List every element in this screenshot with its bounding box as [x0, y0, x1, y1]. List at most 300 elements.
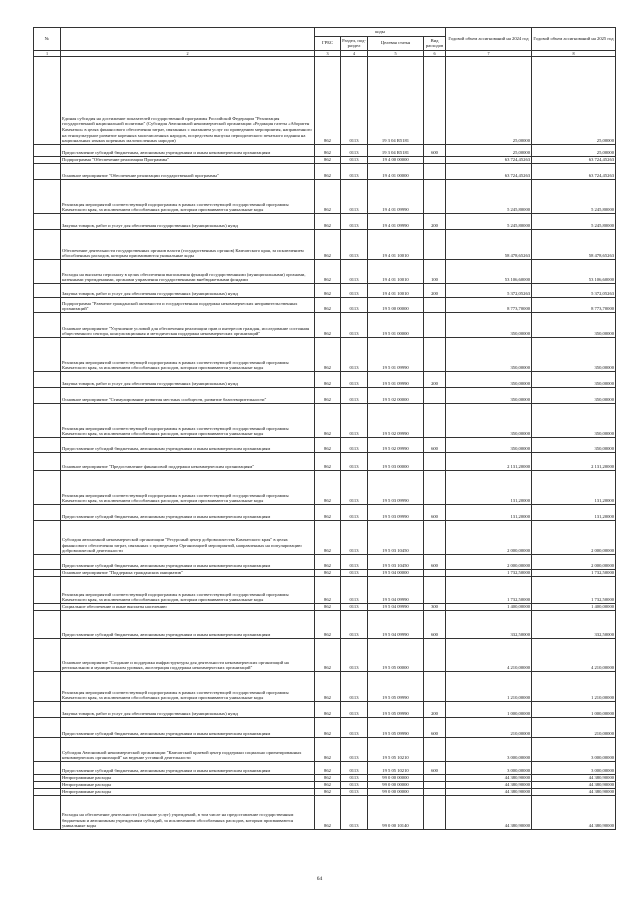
- row-vid: [424, 163, 446, 179]
- row-vid: [424, 56, 446, 144]
- row-num: [34, 788, 61, 795]
- row-amount-2025: 1 732,50000: [532, 576, 616, 603]
- row-amount-2024: 4 210,00000: [446, 638, 532, 671]
- row-name: Реализация мероприятий соответствующей подпрограммы в рамках соответствующей государственной программы Камчатского края, за исключением обособленных расходов, которым присваиваются уникальные коды: [61, 403, 315, 437]
- row-name: Обеспечение деятельности государственных органов власти (государственных органов) Камчатского края, за исключением обособленных расходов, которым присваиваются уникальные коды: [61, 229, 315, 259]
- row-target: 19 5 03 09990: [368, 504, 424, 520]
- header-grbs: ГРБС: [315, 36, 341, 50]
- row-target: 19 5 01 09990: [368, 371, 424, 387]
- table-row: [34, 717, 616, 737]
- row-grbs: 862: [315, 337, 341, 371]
- row-name: Закупка товаров, работ и услуг для обеспечения государственных (муниципальных) нужд: [61, 283, 315, 297]
- row-target: 99 0 00 00000: [368, 781, 424, 788]
- row-amount-2024: 63 724,45263: [446, 163, 532, 179]
- row-amount-2025: 350,00000: [532, 437, 616, 452]
- row-target: 19 4 00 00000: [368, 156, 424, 163]
- row-num: [34, 576, 61, 603]
- row-grbs: 862: [315, 569, 341, 576]
- row-name: Непрограммные расходы: [61, 781, 315, 788]
- row-amount-2025: 210,00000: [532, 717, 616, 737]
- row-amount-2025: 1 000,00000: [532, 701, 616, 717]
- row-grbs: 862: [315, 774, 341, 781]
- table-row: [34, 387, 616, 403]
- row-target: 19 5 00 00000: [368, 297, 424, 312]
- row-name: Реализация мероприятий соответствующей подпрограммы в рамках соответствующей государственной программы Камчатского края, за исключением обособленных расходов, которым присваиваются уникальные коды: [61, 470, 315, 504]
- row-razdel: 0113: [341, 312, 368, 337]
- row-razdel: 0113: [341, 717, 368, 737]
- row-vid: [424, 737, 446, 761]
- row-target: 99 0 00 00000: [368, 788, 424, 795]
- row-num: [34, 437, 61, 452]
- row-name: Предоставление субсидий бюджетным, автономным учреждениям и иным некоммерческим организациям: [61, 144, 315, 156]
- row-vid: [424, 774, 446, 781]
- row-vid: [424, 337, 446, 371]
- row-amount-2024: 3 000,00000: [446, 761, 532, 774]
- row-razdel: 0113: [341, 569, 368, 576]
- row-razdel: 0113: [341, 337, 368, 371]
- row-name: Реализация мероприятий соответствующей подпрограммы в рамках соответствующей государственной программы Камчатского края, за исключением обособленных расходов, которым присваиваются уникальные коды: [61, 179, 315, 213]
- row-target: 19 4 01 00000: [368, 163, 424, 179]
- row-num: [34, 774, 61, 781]
- row-amount-2024: 5 245,80000: [446, 213, 532, 229]
- row-num: [34, 717, 61, 737]
- row-name: Закупка товаров, работ и услуг для обеспечения государственных (муниципальных) нужд: [61, 213, 315, 229]
- row-target: 19 4 01 10010: [368, 229, 424, 259]
- table-row: [34, 56, 616, 144]
- row-amount-2025: 131,20000: [532, 470, 616, 504]
- table-row: [34, 229, 616, 259]
- row-vid: [424, 312, 446, 337]
- row-vid: 200: [424, 371, 446, 387]
- row-target: 19 5 05 00000: [368, 638, 424, 671]
- row-vid: [424, 229, 446, 259]
- row-vid: 600: [424, 717, 446, 737]
- row-target: 19 4 01 10010: [368, 283, 424, 297]
- row-razdel: 0113: [341, 144, 368, 156]
- row-amount-2025: 1 210,00000: [532, 671, 616, 701]
- row-grbs: 862: [315, 781, 341, 788]
- row-amount-2024: 350,00000: [446, 437, 532, 452]
- row-vid: [424, 520, 446, 554]
- row-num: [34, 259, 61, 283]
- row-amount-2025: 4 210,00000: [532, 638, 616, 671]
- row-name: Основное мероприятие "Обеспечение реализации государственной программы": [61, 163, 315, 179]
- row-razdel: 0113: [341, 371, 368, 387]
- row-grbs: 862: [315, 520, 341, 554]
- row-num: [34, 737, 61, 761]
- row-name: Предоставление субсидий бюджетным, автономным учреждениям и иным некоммерческим организациям: [61, 504, 315, 520]
- row-vid: 300: [424, 603, 446, 610]
- row-grbs: 862: [315, 576, 341, 603]
- row-num: [34, 387, 61, 403]
- row-amount-2024: 2 000,00000: [446, 554, 532, 569]
- table-row: [34, 213, 616, 229]
- row-amount-2025: 3 000,00000: [532, 761, 616, 774]
- row-amount-2024: 44 380,90000: [446, 788, 532, 795]
- row-amount-2024: 2 131,20000: [446, 452, 532, 470]
- row-target: 19 5 04 09990: [368, 576, 424, 603]
- header-2025: Годовой объем ассигнований на 2025 год: [532, 28, 616, 51]
- row-amount-2024: 53 106,60000: [446, 259, 532, 283]
- row-amount-2024: 210,00000: [446, 717, 532, 737]
- row-razdel: 0113: [341, 297, 368, 312]
- budget-table: [33, 27, 616, 830]
- row-razdel: 0113: [341, 795, 368, 829]
- row-amount-2024: 350,00000: [446, 387, 532, 403]
- row-name: Предоставление субсидий бюджетным, автономным учреждениям и иным некоммерческим организациям: [61, 610, 315, 638]
- table-row: [34, 576, 616, 603]
- table-row: [34, 671, 616, 701]
- row-vid: 100: [424, 259, 446, 283]
- row-vid: [424, 403, 446, 437]
- row-target: 19 5 03 10450: [368, 554, 424, 569]
- row-amount-2024: 58 478,65263: [446, 229, 532, 259]
- budget-table-sheet: [33, 27, 615, 830]
- row-vid: [424, 781, 446, 788]
- table-row: [34, 156, 616, 163]
- row-name: Реализация мероприятий соответствующей подпрограммы в рамках соответствующей государственной программы Камчатского края, за исключением обособленных расходов, которым присваиваются уникальные коды: [61, 671, 315, 701]
- row-num: [34, 603, 61, 610]
- table-row: [34, 452, 616, 470]
- row-razdel: 0113: [341, 761, 368, 774]
- row-name: Предоставление субсидий бюджетным, автономным учреждениям и иным некоммерческим организациям: [61, 717, 315, 737]
- table-row: [34, 283, 616, 297]
- row-vid: 200: [424, 701, 446, 717]
- col-number: 1: [34, 50, 61, 56]
- row-num: [34, 312, 61, 337]
- table-row: [34, 603, 616, 610]
- row-amount-2025: 131,20000: [532, 504, 616, 520]
- row-num: [34, 337, 61, 371]
- row-amount-2024: 1 732,50000: [446, 576, 532, 603]
- row-amount-2025: 350,00000: [532, 371, 616, 387]
- row-amount-2024: 350,00000: [446, 403, 532, 437]
- row-grbs: 862: [315, 470, 341, 504]
- row-razdel: 0113: [341, 638, 368, 671]
- row-amount-2025: 25,00000: [532, 56, 616, 144]
- row-vid: 600: [424, 144, 446, 156]
- col-number: 7: [446, 50, 532, 56]
- table-row: [34, 297, 616, 312]
- row-amount-2024: 350,00000: [446, 371, 532, 387]
- col-number: 3: [315, 50, 341, 56]
- page-number: 64: [316, 876, 323, 882]
- row-grbs: 862: [315, 610, 341, 638]
- row-razdel: 0113: [341, 701, 368, 717]
- table-row: [34, 774, 616, 781]
- row-amount-2025: 44 380,90000: [532, 774, 616, 781]
- row-vid: 600: [424, 504, 446, 520]
- row-name: Основное мероприятие "Стимулирование развития местных сообществ, развитие благотворительности": [61, 387, 315, 403]
- row-amount-2024: 8 773,70000: [446, 297, 532, 312]
- row-grbs: 862: [315, 671, 341, 701]
- table-row: [34, 761, 616, 774]
- row-name: Предоставление субсидий бюджетным, автономным учреждениям и иным некоммерческим организациям: [61, 437, 315, 452]
- header-num: №: [34, 28, 61, 51]
- row-razdel: 0113: [341, 554, 368, 569]
- row-amount-2025: 63 724,45263: [532, 163, 616, 179]
- row-target: 19 5 03 00000: [368, 452, 424, 470]
- row-vid: [424, 795, 446, 829]
- row-amount-2024: 332,50000: [446, 610, 532, 638]
- row-num: [34, 283, 61, 297]
- row-razdel: 0113: [341, 470, 368, 504]
- row-grbs: 862: [315, 554, 341, 569]
- table-row: [34, 520, 616, 554]
- row-amount-2024: 44 380,90000: [446, 774, 532, 781]
- row-razdel: 0113: [341, 671, 368, 701]
- row-amount-2025: 25,00000: [532, 144, 616, 156]
- row-amount-2025: 2 000,00000: [532, 520, 616, 554]
- row-target: 19 4 01 10010: [368, 259, 424, 283]
- table-row: [34, 554, 616, 569]
- row-razdel: 0113: [341, 781, 368, 788]
- row-num: [34, 144, 61, 156]
- row-vid: 600: [424, 610, 446, 638]
- row-grbs: 862: [315, 452, 341, 470]
- row-name: Основное мероприятие "Улучшение условий для обеспечения реализации прав и интересов граждан, исследование состояния общественного сектора, консультационная и методическая поддержка некоммерческих организаций": [61, 312, 315, 337]
- row-grbs: 862: [315, 156, 341, 163]
- row-amount-2024: 131,20000: [446, 470, 532, 504]
- row-amount-2025: 350,00000: [532, 337, 616, 371]
- row-vid: [424, 179, 446, 213]
- row-vid: 600: [424, 437, 446, 452]
- table-row: [34, 371, 616, 387]
- row-target: 19 5 05 10210: [368, 737, 424, 761]
- row-name: Основное мероприятие "Поддержка гражданских инициатив": [61, 569, 315, 576]
- row-razdel: 0113: [341, 229, 368, 259]
- row-grbs: 862: [315, 371, 341, 387]
- row-amount-2024: 25,00000: [446, 56, 532, 144]
- row-razdel: 0113: [341, 788, 368, 795]
- header-target: Целевая статья: [368, 36, 424, 50]
- row-amount-2024: 350,00000: [446, 312, 532, 337]
- row-name: Закупка товаров, работ и услуг для обеспечения государственных (муниципальных) нужд: [61, 701, 315, 717]
- row-razdel: 0113: [341, 603, 368, 610]
- row-vid: [424, 576, 446, 603]
- row-name: Подпрограмма "Обеспечение реализации Программы": [61, 156, 315, 163]
- table-body: [34, 56, 616, 829]
- row-amount-2025: 8 773,70000: [532, 297, 616, 312]
- row-razdel: 0113: [341, 179, 368, 213]
- row-grbs: 862: [315, 437, 341, 452]
- row-amount-2024: 1 400,00000: [446, 603, 532, 610]
- row-amount-2024: 350,00000: [446, 337, 532, 371]
- row-amount-2025: 350,00000: [532, 403, 616, 437]
- row-target: 19 4 01 09990: [368, 179, 424, 213]
- row-amount-2025: 332,50000: [532, 610, 616, 638]
- row-num: [34, 371, 61, 387]
- row-razdel: 0113: [341, 156, 368, 163]
- table-row: [34, 737, 616, 761]
- row-razdel: 0113: [341, 56, 368, 144]
- row-num: [34, 179, 61, 213]
- table-row: [34, 569, 616, 576]
- header-razdel: Раздел, под-раздел: [341, 36, 368, 50]
- table-row: [34, 163, 616, 179]
- row-razdel: 0113: [341, 520, 368, 554]
- row-amount-2025: 44 380,90000: [532, 788, 616, 795]
- row-grbs: 862: [315, 229, 341, 259]
- row-amount-2025: 1 732,50000: [532, 569, 616, 576]
- row-vid: [424, 297, 446, 312]
- row-razdel: 0113: [341, 403, 368, 437]
- row-razdel: 0113: [341, 774, 368, 781]
- row-razdel: 0113: [341, 610, 368, 638]
- table-row: [34, 259, 616, 283]
- row-target: 19 5 02 09990: [368, 437, 424, 452]
- row-razdel: 0113: [341, 452, 368, 470]
- row-razdel: 0113: [341, 437, 368, 452]
- row-amount-2025: 53 106,60000: [532, 259, 616, 283]
- row-target: 19 5 05 09990: [368, 701, 424, 717]
- row-target: 19 5 03 09990: [368, 470, 424, 504]
- row-amount-2025: 5 245,80000: [532, 179, 616, 213]
- row-grbs: 862: [315, 701, 341, 717]
- row-num: [34, 213, 61, 229]
- row-num: [34, 761, 61, 774]
- row-name: Единая субсидия на достижение показателей государственной программы Российской Федерации "Реализация государственной национальной политики" (Субсидия Автономной некоммерческой организации «Редакция газеты «Абориген Камчатки» в целях финансового обеспечения затрат, связанных с оказанием услуг по проведению мероприятия, направленного на этнокультурное развитие коренных малочисленных народов, посредством выпуска периодического печатного издания на национальных языках коренных малочисленных народов): [61, 56, 315, 144]
- row-name: Основное мероприятие "Создание и поддержка инфраструктуры для деятельности некоммерческих организаций на региональном и муниципальном уровнях, акселерация поддержка некоммерческих организаций": [61, 638, 315, 671]
- table-row: [34, 795, 616, 829]
- row-name: Реализация мероприятий соответствующей подпрограммы в рамках соответствующей государственной программы Камчатского края, за исключением обособленных расходов, которым присваиваются уникальные коды: [61, 337, 315, 371]
- row-target: 99 0 00 00000: [368, 774, 424, 781]
- row-vid: [424, 671, 446, 701]
- row-vid: 600: [424, 554, 446, 569]
- table-row: [34, 470, 616, 504]
- row-num: [34, 156, 61, 163]
- header-codes: коды: [315, 28, 446, 37]
- row-num: [34, 403, 61, 437]
- row-name: Социальное обеспечение и иные выплаты населению: [61, 603, 315, 610]
- row-amount-2025: 1 400,00000: [532, 603, 616, 610]
- row-num: [34, 470, 61, 504]
- row-target: 19 3 04 R5181: [368, 56, 424, 144]
- row-grbs: 862: [315, 283, 341, 297]
- row-amount-2025: 350,00000: [532, 312, 616, 337]
- row-razdel: 0113: [341, 283, 368, 297]
- row-name: Субсидия Автономной некоммерческой организации "Камчатский краевой центр поддержки социально ориентированных некоммерческих организаций" на ведение уставной деятельности: [61, 737, 315, 761]
- row-target: 19 4 01 09990: [368, 213, 424, 229]
- row-grbs: 862: [315, 717, 341, 737]
- row-amount-2024: 1 732,50000: [446, 569, 532, 576]
- row-amount-2024: 63 724,45263: [446, 156, 532, 163]
- row-amount-2025: 2 000,00000: [532, 554, 616, 569]
- row-vid: [424, 788, 446, 795]
- row-num: [34, 504, 61, 520]
- row-amount-2024: 1 210,00000: [446, 671, 532, 701]
- row-num: [34, 452, 61, 470]
- row-num: [34, 638, 61, 671]
- row-vid: [424, 387, 446, 403]
- row-grbs: 862: [315, 312, 341, 337]
- row-target: 19 5 01 09990: [368, 337, 424, 371]
- row-num: [34, 701, 61, 717]
- table-row: [34, 610, 616, 638]
- row-amount-2024: 2 000,00000: [446, 520, 532, 554]
- table-row: [34, 179, 616, 213]
- row-target: 19 5 04 00000: [368, 569, 424, 576]
- row-vid: [424, 569, 446, 576]
- row-num: [34, 610, 61, 638]
- row-amount-2024: 5 372,05263: [446, 283, 532, 297]
- row-vid: 200: [424, 283, 446, 297]
- col-number: 8: [532, 50, 616, 56]
- row-num: [34, 569, 61, 576]
- row-vid: 200: [424, 213, 446, 229]
- row-grbs: 862: [315, 179, 341, 213]
- row-name: Закупка товаров, работ и услуг для обеспечения государственных (муниципальных) нужд: [61, 371, 315, 387]
- row-num: [34, 297, 61, 312]
- header-vid: Вид расходов: [424, 36, 446, 50]
- row-amount-2024: 25,00000: [446, 144, 532, 156]
- row-name: Подпрограмма "Развитие гражданской активности и государственная поддержка некоммерческих неправительственных организаций": [61, 297, 315, 312]
- row-amount-2024: 3 000,00000: [446, 737, 532, 761]
- table-row: [34, 437, 616, 452]
- row-grbs: 862: [315, 504, 341, 520]
- row-target: 99 0 00 10140: [368, 795, 424, 829]
- row-target: 19 5 02 00000: [368, 387, 424, 403]
- row-amount-2025: 44 380,90000: [532, 795, 616, 829]
- row-num: [34, 781, 61, 788]
- row-target: 19 3 04 R5181: [368, 144, 424, 156]
- row-name: Непрограммные расходы: [61, 788, 315, 795]
- table-row: [34, 403, 616, 437]
- row-grbs: 862: [315, 259, 341, 283]
- col-number: 6: [424, 50, 446, 56]
- row-name: Субсидия автономной некоммерческой организации "Ресурсный центр добровольчества Камчатского края" в целях финансового обеспечения затрат, связанных с проведением Организацией мероприятий, направленных на популяризацию добровольческой деятельности: [61, 520, 315, 554]
- header-name: [61, 28, 315, 51]
- row-target: 19 5 05 09990: [368, 717, 424, 737]
- row-razdel: 0113: [341, 163, 368, 179]
- row-target: 19 5 02 09990: [368, 403, 424, 437]
- row-grbs: 862: [315, 638, 341, 671]
- row-grbs: 862: [315, 56, 341, 144]
- row-name: Основное мероприятие "Предоставление финансовой поддержки некоммерческим организациям": [61, 452, 315, 470]
- row-grbs: 862: [315, 403, 341, 437]
- row-grbs: 862: [315, 163, 341, 179]
- row-amount-2024: 131,20000: [446, 504, 532, 520]
- row-amount-2025: 44 380,90000: [532, 781, 616, 788]
- table-header: [34, 28, 616, 57]
- row-grbs: 862: [315, 603, 341, 610]
- row-amount-2024: 5 245,80000: [446, 179, 532, 213]
- row-name: Непрограммные расходы: [61, 774, 315, 781]
- col-number: 5: [368, 50, 424, 56]
- table-row: [34, 337, 616, 371]
- row-target: 19 5 04 09990: [368, 610, 424, 638]
- row-vid: [424, 470, 446, 504]
- table-row: [34, 638, 616, 671]
- col-number: 4: [341, 50, 368, 56]
- row-vid: 600: [424, 761, 446, 774]
- row-razdel: 0113: [341, 576, 368, 603]
- row-name: Расходы на выплаты персоналу в целях обеспечения выполнения функций государственными (муниципальными) органами, казенными учреждениями, органами управления государственными внебюджетными фондами: [61, 259, 315, 283]
- row-amount-2024: 44 380,90000: [446, 795, 532, 829]
- table-row: [34, 701, 616, 717]
- row-amount-2025: 3 000,00000: [532, 737, 616, 761]
- row-grbs: 862: [315, 213, 341, 229]
- row-num: [34, 671, 61, 701]
- row-target: 19 5 01 00000: [368, 312, 424, 337]
- row-target: 19 5 04 09990: [368, 603, 424, 610]
- row-target: 19 5 05 10210: [368, 761, 424, 774]
- row-name: Реализация мероприятий соответствующей подпрограммы в рамках соответствующей государственной программы Камчатского края, за исключением обособленных расходов, которым присваиваются уникальные коды: [61, 576, 315, 603]
- row-grbs: 862: [315, 387, 341, 403]
- row-grbs: 862: [315, 737, 341, 761]
- row-grbs: 862: [315, 144, 341, 156]
- row-vid: [424, 638, 446, 671]
